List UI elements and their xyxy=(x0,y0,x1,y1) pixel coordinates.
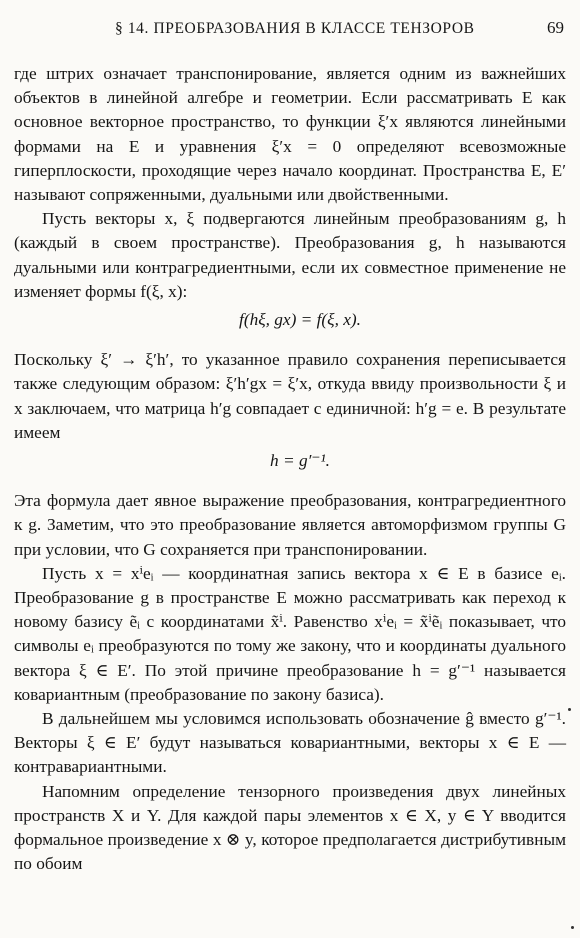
paragraph-6: В дальнейшем мы условимся использовать обозначение ĝ вместо g′⁻¹. Векторы ξ ∈ E′ будут называться ковариантными, векторы x ∈ E — контравариантными. xyxy=(14,709,566,777)
page-number: 69 xyxy=(547,18,564,37)
paragraph-7: Напомним определение тензорного произведения двух линейных пространств X и Y. Для каждой пары элементов x ∈ X, y ∈ Y вводится формальное произведение x ⊗ y, которое предполагается дистрибутивным по обоим xyxy=(14,781,566,874)
paragraph-3: Поскольку ξ′ → ξ′h′, то указанное правило сохранения переписывается также следующим образом: ξ′h′gx = ξ′x, откуда ввиду произвольности ξ и x заключаем, что матрица h′g совпадает с единичной: h′g = e. В результате имеем xyxy=(14,350,566,442)
paragraph-1: где штрих означает транспонирование, является одним из важнейших объектов в линейной алгебре и геометрии. Если рассматривать E как основное векторное пространство, то функции ξ′x являются линейными формами на E и уравнения ξ′x = 0 определяют всевозможные гиперплоскости, проходящие через начало координат. Пространства E, E′ называют сопряженными, дуальными или двойственными. xyxy=(14,64,566,205)
formula-dual-invariance: f(hξ, gx) = f(ξ, x). xyxy=(239,310,361,330)
formula-contragredient: h = g′⁻¹. xyxy=(270,451,330,471)
page-header xyxy=(0,16,580,48)
body-text xyxy=(14,62,566,877)
paragraph-5: Пусть x = xⁱeᵢ — координатная запись вектора x ∈ E в базисе eᵢ. Преобразование g в пространстве E можно рассматривать как переход к новому базису ẽᵢ с координатами x̃ⁱ. Равенство xⁱeᵢ = x̃ⁱẽᵢ показывает, что символы eᵢ преобразуются по тому же закону, что и координаты дуального вектора ξ ∈ E′. По этой причине преобразование h = g′⁻¹ называется ковариантным (преобразование по закону базиса). xyxy=(14,563,566,704)
paragraph-2: Пусть векторы x, ξ подвергаются линейным преобразованиям g, h (каждый в своем пространстве). Преобразования g, h называются дуальными или контрагредиентными, если их совместное применение не изменяет формы f(ξ, x): xyxy=(14,209,566,301)
print-speck xyxy=(571,926,574,929)
running-head: § 14. ПРЕОБРАЗОВАНИЯ В КЛАССЕ ТЕНЗОРОВ xyxy=(115,20,475,37)
print-speck xyxy=(568,708,571,711)
paragraph-4: Эта формула дает явное выражение преобразования, контрагредиентного к g. Заметим, что это преобразование является автоморфизмом группы G при условии, что G сохраняется при транспонировании. xyxy=(14,491,566,559)
